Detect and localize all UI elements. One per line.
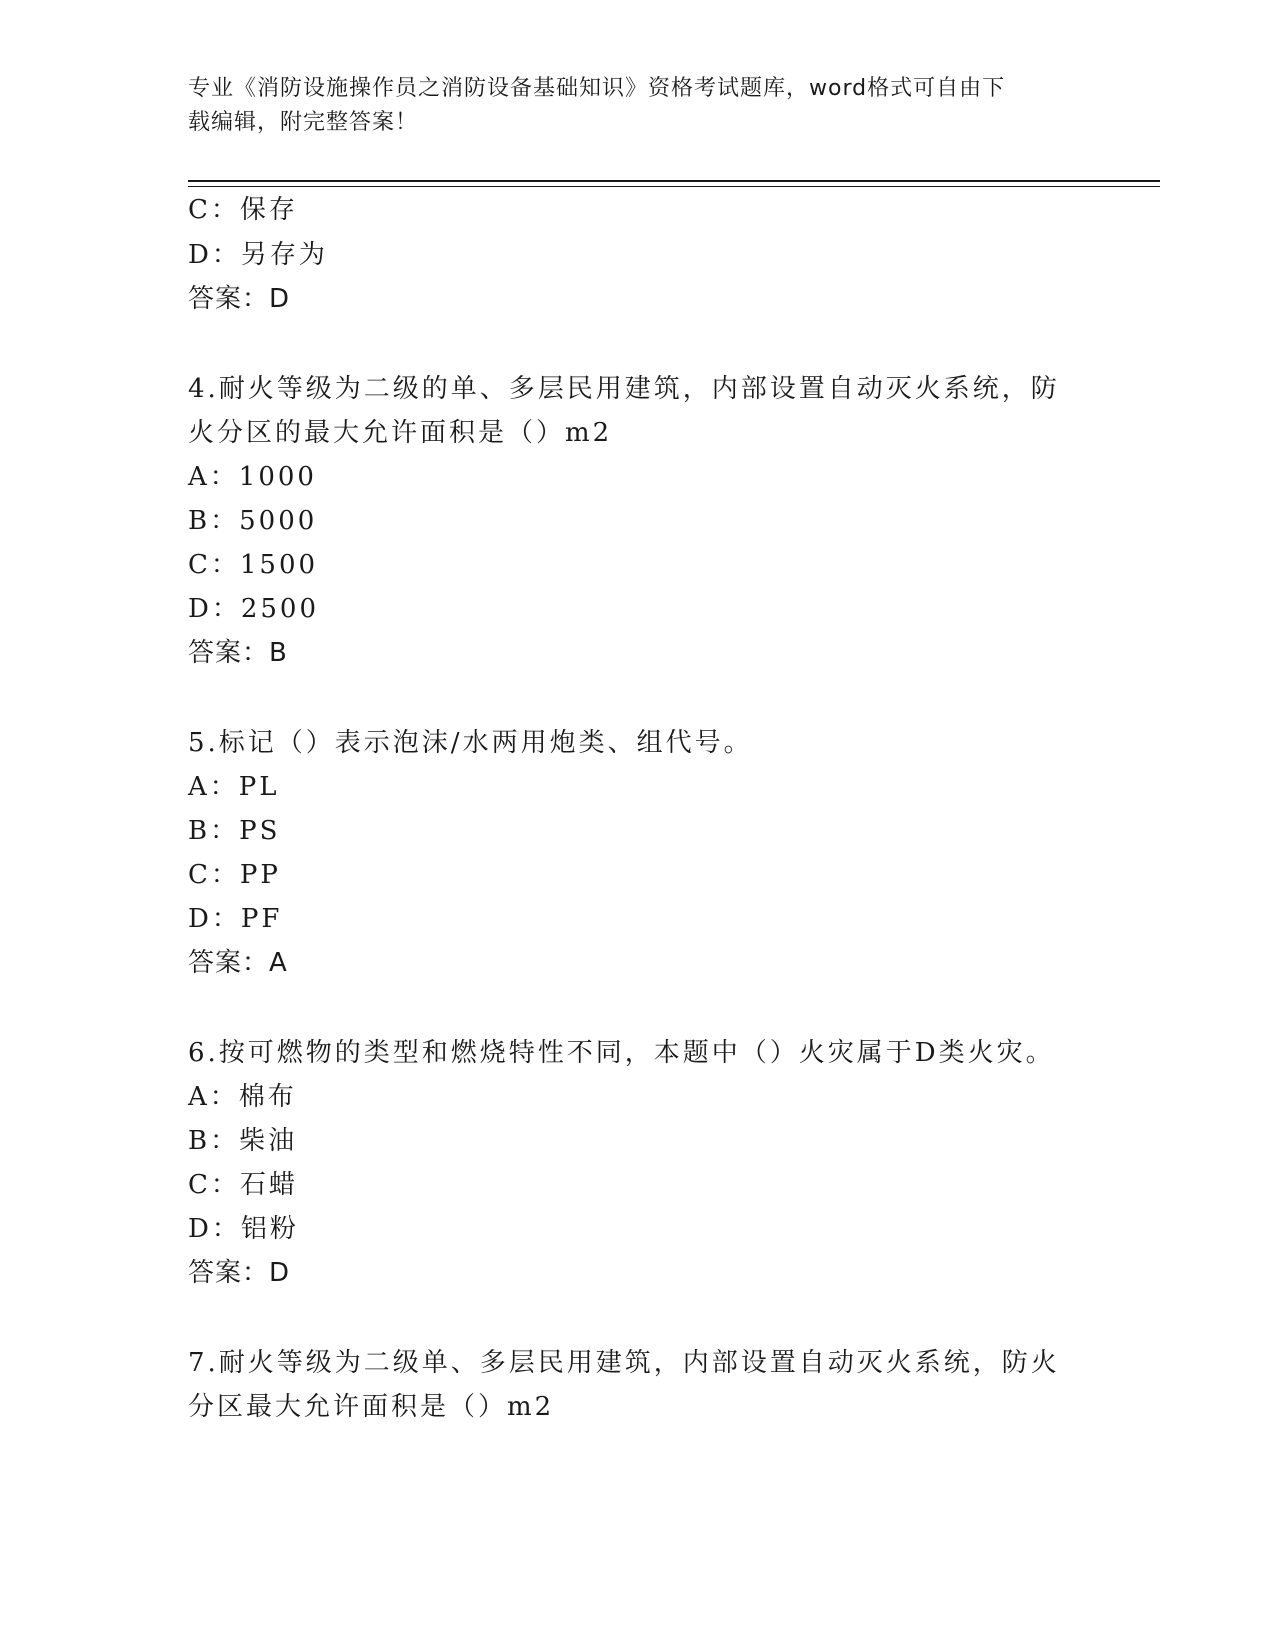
q7-stem-line-1: 7.耐火等级为二级单、多层民用建筑，内部设置自动灭火系统，防火 [188, 1348, 1060, 1378]
q5-option-a: A：PL [188, 772, 280, 802]
q5-option-b: B：PS [188, 816, 281, 846]
q5-stem-line-1: 5.标记（）表示泡沫/水两用炮类、组代号。 [188, 728, 753, 758]
q3-answer: 答案：D [188, 284, 291, 314]
q4-option-c: C：1500 [188, 550, 319, 580]
q4-option-d: D：2500 [188, 594, 320, 624]
q6-answer: 答案：D [188, 1258, 291, 1288]
q3-option-c: C：保存 [188, 195, 298, 225]
q3-option-d: D：另存为 [188, 240, 328, 270]
header-rule-thick [188, 180, 1160, 182]
header-line-2: 载编辑，附完整答案！ [188, 110, 419, 135]
document-header [188, 72, 1088, 140]
q4-option-a: A：1000 [188, 462, 317, 492]
q6-stem-line-1: 6.按可燃物的类型和燃烧特性不同，本题中（）火灾属于D类火灾。 [188, 1038, 1055, 1068]
header-line-1: 专业《消防设施操作员之消防设备基础知识》资格考试题库，word格式可自由下 [188, 76, 1006, 101]
q6-option-b: B：柴油 [188, 1126, 298, 1156]
q4-stem-line-1: 4.耐火等级为二级的单、多层民用建筑，内部设置自动灭火系统，防 [188, 374, 1060, 404]
header-rule-thin [188, 186, 1160, 187]
q6-option-c: C：石蜡 [188, 1170, 298, 1200]
q7-stem-line-2: 分区最大允许面积是（）m2 [188, 1392, 555, 1422]
q6-option-a: A：棉布 [188, 1082, 297, 1112]
q5-option-c: C：PP [188, 860, 281, 890]
q4-stem-line-2: 火分区的最大允许面积是（）m2 [188, 418, 613, 448]
q4-answer: 答案：B [188, 638, 288, 668]
q5-answer: 答案：A [188, 948, 288, 978]
q5-option-d: D：PF [188, 904, 283, 934]
q4-option-b: B：5000 [188, 506, 318, 536]
q6-option-d: D：铝粉 [188, 1214, 299, 1244]
